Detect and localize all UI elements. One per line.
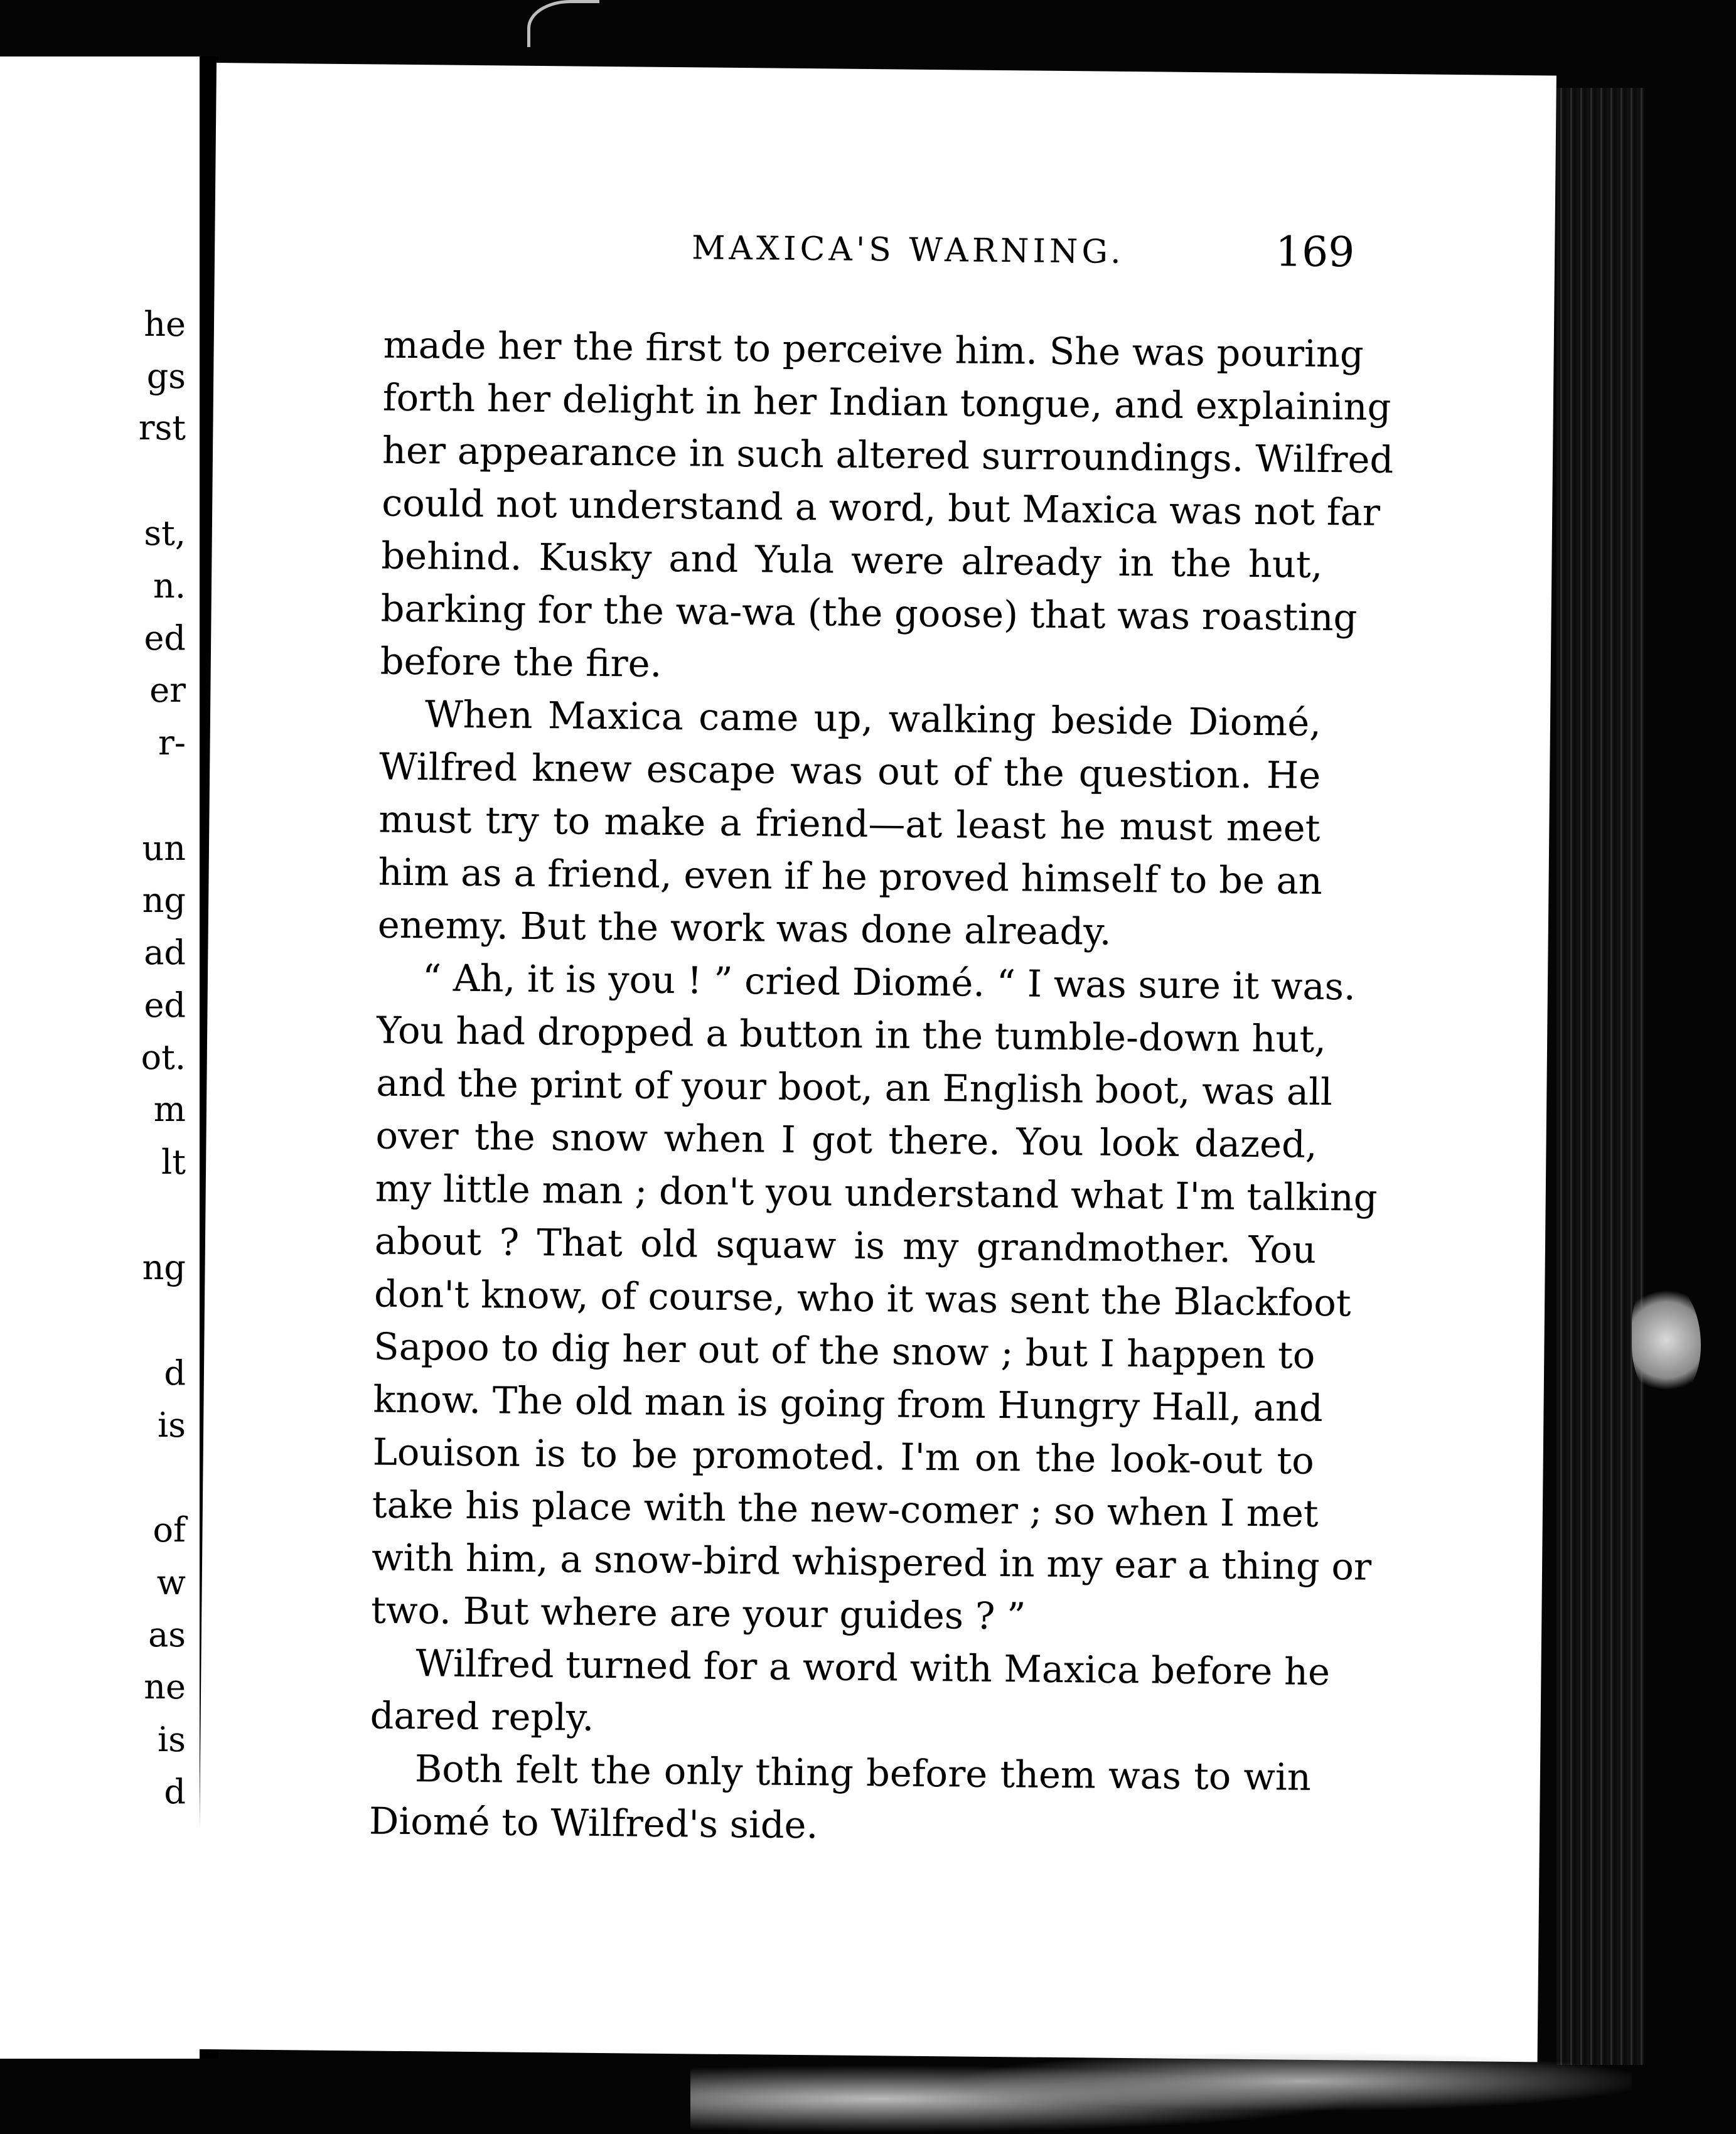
left-fragment: st, bbox=[144, 513, 186, 553]
left-fragment: he bbox=[144, 304, 186, 344]
scan-stain bbox=[1632, 1280, 1701, 1400]
running-head: MAXICA'S WARNING. bbox=[691, 229, 1125, 271]
text-line: Wilfred turned for a word with Maxica before he bbox=[415, 1641, 1331, 1694]
text-line: dared reply. bbox=[370, 1693, 594, 1739]
left-fragment: gs bbox=[146, 357, 186, 396]
left-fragment: n. bbox=[153, 566, 186, 606]
text-line: behind. Kusky and Yula were already in the hut, bbox=[381, 534, 1323, 586]
left-fragment: is bbox=[158, 1405, 186, 1445]
text-line: before the fire. bbox=[380, 639, 662, 685]
text-line: made her the first to perceive him. She was pouring bbox=[383, 323, 1364, 376]
left-fragment: er bbox=[149, 670, 186, 710]
left-fragment: ed bbox=[144, 985, 186, 1025]
left-fragment: ng bbox=[142, 1248, 186, 1287]
text-line: over the snow when I got there. You look dazed, bbox=[375, 1113, 1317, 1166]
left-fragment: d bbox=[164, 1353, 186, 1393]
left-fragment: lt bbox=[161, 1142, 186, 1182]
text-line: You had dropped a button in the tumble-down hut, bbox=[376, 1008, 1327, 1061]
text-line: two. But where are your guides ? ” bbox=[371, 1588, 1026, 1638]
text-line: could not understand a word, but Maxica was not far bbox=[381, 481, 1381, 534]
left-fragment: of bbox=[153, 1510, 186, 1550]
left-fragment: ad bbox=[144, 933, 186, 972]
text-line: must try to make a friend—at least he must meet bbox=[378, 797, 1321, 850]
text-line: Louison is to be promoted. I'm on the look-out to bbox=[372, 1430, 1315, 1483]
page-number: 169 bbox=[1275, 227, 1355, 277]
left-fragment: d bbox=[164, 1772, 186, 1811]
book-page bbox=[198, 63, 1557, 2062]
text-line: Wilfred knew escape was out of the question. He bbox=[378, 744, 1321, 797]
text-line: barking for the wa-wa (the goose) that was roasting bbox=[380, 586, 1358, 640]
left-fragment: ed bbox=[144, 618, 186, 658]
page-edges bbox=[1557, 88, 1644, 2065]
left-fragment: un bbox=[142, 828, 186, 868]
left-fragment: ng bbox=[142, 881, 186, 920]
text-line: her appearance in such altered surroundings. Wilfred bbox=[382, 428, 1394, 482]
text-line: When Maxica came up, walking beside Diomé, bbox=[424, 692, 1322, 744]
left-fragment: as bbox=[148, 1615, 186, 1654]
text-line: Both felt the only thing before them was to win bbox=[414, 1747, 1312, 1799]
left-fragment: m bbox=[153, 1090, 186, 1129]
text-line: and the print of your boot, an English boot, was all bbox=[376, 1061, 1333, 1114]
previous-page bbox=[0, 56, 200, 2059]
text-line: him as a friend, even if he proved himself to be an bbox=[378, 850, 1323, 903]
left-fragment: rst bbox=[138, 408, 186, 448]
scan-mark bbox=[527, 0, 599, 47]
text-line: “ Ah, it is you ! ” cried Diomé. “ I was sure it was. bbox=[422, 956, 1356, 1009]
text-line: about ? That old squaw is my grandmother. You bbox=[374, 1219, 1317, 1272]
left-fragment: ne bbox=[144, 1667, 186, 1707]
body-text bbox=[368, 319, 1394, 1857]
text-line: Sapoo to dig her out of the snow ; but I happen to bbox=[373, 1324, 1315, 1377]
left-fragment: ot. bbox=[141, 1038, 186, 1077]
left-fragment: is bbox=[158, 1720, 186, 1759]
text-line: don't know, of course, who it was sent the Blackfoot bbox=[373, 1272, 1351, 1325]
text-line: forth her delight in her Indian tongue, and explaining bbox=[382, 375, 1391, 429]
left-fragment: w bbox=[156, 1563, 186, 1602]
text-line: know. The old man is going from Hungry Hall, and bbox=[373, 1377, 1324, 1430]
scan-stain bbox=[690, 2046, 1632, 2134]
text-line: with him, a snow-bird whispered in my ear a thing or bbox=[371, 1535, 1372, 1589]
left-fragment: r- bbox=[158, 723, 186, 763]
text-line: enemy. But the work was done already. bbox=[377, 903, 1112, 953]
text-line: take his place with the new-comer ; so when I met bbox=[372, 1483, 1319, 1535]
text-line: my little man ; don't you understand what I'm talking bbox=[375, 1166, 1378, 1220]
text-line: Diomé to Wilfred's side. bbox=[368, 1799, 818, 1847]
